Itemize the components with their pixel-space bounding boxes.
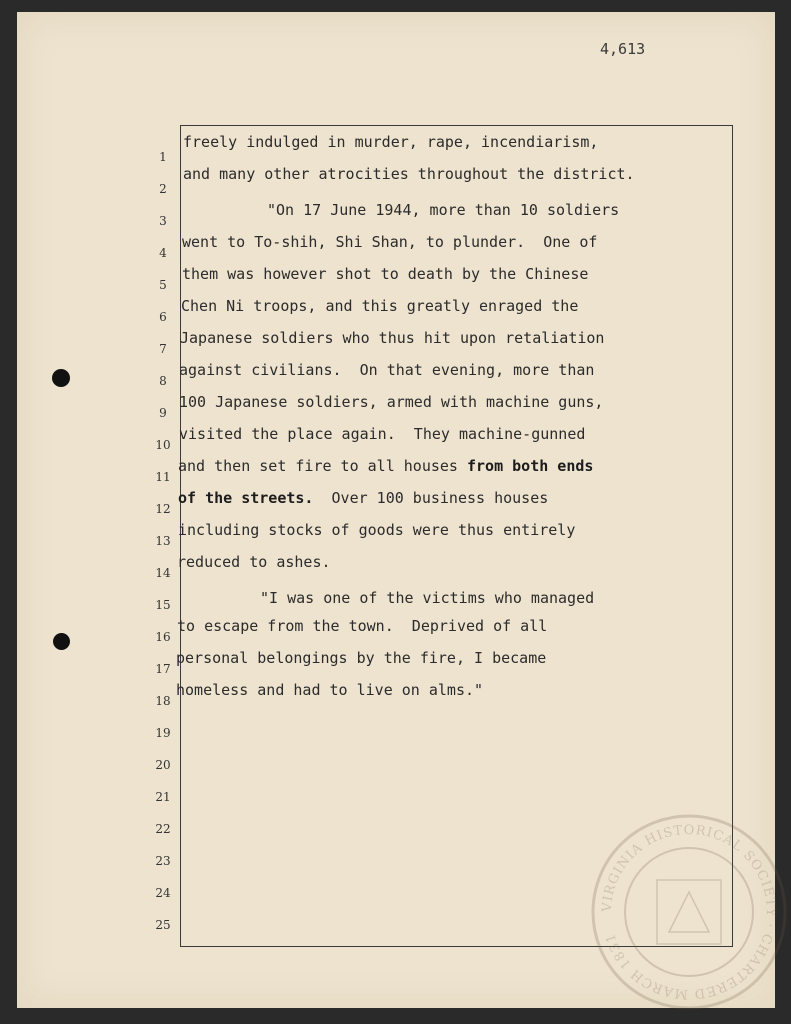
line-number: 1 [159, 150, 167, 164]
seal-watermark [589, 812, 789, 1012]
text-line: personal belongings by the fire, I became [176, 649, 547, 667]
line-number: 5 [159, 278, 167, 292]
line-number: 3 [159, 214, 167, 228]
line-number: 24 [155, 886, 171, 900]
line-number: 23 [155, 854, 171, 868]
text-line: visited the place again. They machine-gunned [179, 425, 586, 443]
line-number: 11 [155, 470, 171, 484]
text-line: including stocks of goods were thus entirely [178, 521, 576, 539]
punch-hole-top [52, 369, 70, 387]
text-line: and many other atrocities throughout the district. [183, 165, 635, 183]
document-page [17, 12, 779, 1008]
line-number: 7 [159, 342, 167, 356]
text-line: 100 Japanese soldiers, armed with machine guns, [179, 393, 604, 411]
line-number: 9 [159, 406, 167, 420]
text-line: homeless and had to live on alms." [176, 681, 484, 699]
line-number: 16 [155, 630, 171, 644]
line-number: 19 [155, 726, 171, 740]
line-number: 25 [155, 918, 171, 932]
line-number: 14 [155, 566, 171, 580]
line-number: 2 [159, 182, 167, 196]
line-number: 6 [159, 310, 167, 324]
text-line: went to To-shih, Shi Shan, to plunder. One of [182, 233, 598, 251]
text-line: reduced to ashes. [177, 553, 331, 571]
punch-hole-bottom [53, 633, 70, 650]
line-number: 17 [155, 662, 171, 676]
text-segment: Over 100 business houses [313, 489, 549, 507]
text-line: to escape from the town. Deprived of all [177, 617, 548, 635]
text-line: "I was one of the victims who managed [260, 589, 595, 607]
svg-text:VIRGINIA HISTORICAL SOCIETY · [600, 823, 778, 1001]
line-number: 4 [159, 246, 167, 260]
text-line: them was however shot to death by the Chinese [182, 265, 589, 283]
text-line: freely indulged in murder, rape, incendiarism, [183, 133, 599, 151]
text-line [178, 489, 548, 507]
line-number: 13 [155, 534, 171, 548]
line-number: 18 [155, 694, 171, 708]
text-segment-bold: of the streets. [178, 489, 314, 507]
line-number: 20 [155, 758, 171, 772]
text-segment-bold: from both ends [466, 457, 594, 475]
text-segment: and then set fire to all houses [178, 457, 467, 475]
line-number: 8 [159, 374, 167, 388]
text-line: against civilians. On that evening, more than [179, 361, 595, 379]
line-number: 22 [155, 822, 171, 836]
seal-text: VIRGINIA HISTORICAL SOCIETY · CHARTERED MARCH 1831 [599, 822, 779, 1002]
text-line: "On 17 June 1944, more than 10 soldiers [267, 201, 620, 219]
text-line: Japanese soldiers who thus hit upon retaliation [180, 329, 605, 347]
page-number: 4,613 [600, 40, 646, 58]
text-line: Chen Ni troops, and this greatly enraged the [181, 297, 579, 315]
line-number: 10 [155, 438, 171, 452]
line-number: 21 [155, 790, 171, 804]
line-number: 12 [155, 502, 171, 516]
line-number: 15 [155, 598, 171, 612]
text-line [178, 457, 593, 475]
